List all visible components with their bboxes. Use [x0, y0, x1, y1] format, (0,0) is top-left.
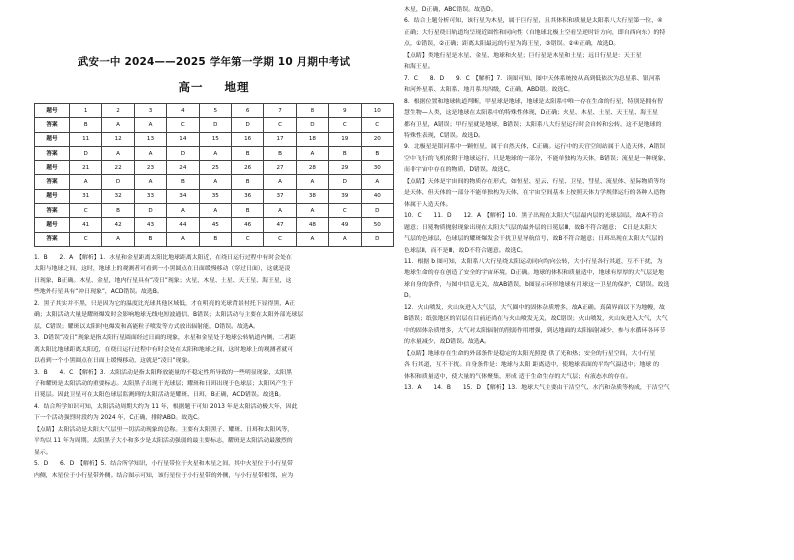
table-cell: A	[70, 175, 102, 189]
table-cell: 28	[296, 161, 328, 175]
table-cell: 46	[231, 218, 263, 232]
text-line: 的水量减少，故D错误。故选A。	[404, 338, 490, 346]
text-line: 球自身的条件，与图中信息无关，故AB错误，b图显示环形地球有月球这一卫星的保护，C错误。故选	[404, 280, 670, 288]
table-cell: 45	[199, 218, 231, 232]
table-cell: A	[296, 175, 328, 189]
table-cell: 25	[199, 161, 231, 175]
table-cell: C	[231, 232, 263, 246]
table-cell: D	[231, 118, 263, 132]
table-cell: 5	[199, 104, 231, 118]
exam-title: 武安一中 2024——2025 学年第一学期 10 月期中考试	[77, 56, 351, 68]
text-line: 9．北极星是银河系中一颗恒星，属于自然天体，C正确。运行中的天宫空间站属于人造天体，A错误	[404, 143, 666, 151]
text-line: 木星，D正确，ABC错误。故选D。	[404, 6, 497, 13]
text-line: 色球层Ⅱ，而不是Ⅲ，故D不符合题意。故选C。	[404, 246, 527, 254]
table-cell: A	[264, 204, 296, 218]
table-cell: 32	[102, 189, 134, 203]
table-cell: 15	[199, 132, 231, 146]
table-cell: 48	[296, 218, 328, 232]
table-cell: B	[264, 146, 296, 160]
text-line: 离太阳比地球距离太阳近，在绕日运行过程中有时会处在太阳和地球之间，这时地球上的观测者就可	[34, 346, 294, 353]
table-cell: A	[199, 175, 231, 189]
text-line: D。	[404, 292, 415, 300]
table-cell: 24	[167, 161, 199, 175]
table-cell: A	[264, 175, 296, 189]
table-cell: 39	[329, 189, 361, 203]
text-line: 【点睛】天体是宇宙间的物质存在形式，如恒星、星云、行星、卫星、彗星、流星体、星际物质等均	[404, 177, 666, 185]
table-cell: 35	[199, 189, 231, 203]
text-line: 些地外行星具有“冲日现象”，ACD错误。故选B。	[34, 289, 163, 296]
table-cell: D	[296, 118, 328, 132]
exam-subtitle	[34, 79, 394, 95]
text-line: 都有卫星，A错误；甲行星就是地球，B错误；太阳系八大行星运行时会自转和公转，这不是地球的	[404, 120, 662, 128]
table-cell: B	[231, 175, 263, 189]
text-line: 12．火山喷发，火山灰进入大气层，大气圈中的固体杂质增多，故A正确。真菌界面以下为地幔，故	[404, 303, 665, 311]
text-line: 4．结合所学知识可知，太阳活动周期大约为 11 年，根据题干可知 2013 年是太阳活动极大年，因此	[34, 403, 298, 410]
text-line: 确；太阳活动大量是耀斑爆发时会影响地球无线电短波通信，B错误；太阳活动与主要在太阳外部光球层	[34, 312, 304, 319]
table-cell: A	[199, 146, 231, 160]
table-cell: 44	[167, 218, 199, 232]
text-line: 2．黑子其实并不黑，只是因为它的温度比光球其他区域低，才在明亮的光球背景衬托下显得黑，A正	[34, 300, 296, 307]
answer-table-row	[35, 146, 394, 160]
table-cell: D	[199, 118, 231, 132]
answer-table-row	[35, 204, 394, 218]
answer-table-row	[35, 161, 394, 175]
row-header: 答案	[35, 118, 70, 132]
text-line: 以看到一个小黑圆点在日面上缓慢移动，这就是“凌日”现象。	[34, 358, 194, 365]
table-cell: B	[361, 146, 393, 160]
answer-table-row	[35, 175, 394, 189]
table-cell: 3	[134, 104, 166, 118]
text-line: 气层的色球层，色球层的耀斑爆发会干扰卫星导航信号，故B不符合题意；日珥出现在太阳大气层的	[404, 235, 664, 243]
table-cell: 4	[167, 104, 199, 118]
text-line: 下一个活动强烈时段约为 2024 年，C正确，排除ABD。故选C。	[34, 415, 204, 422]
row-header: 题号	[35, 218, 70, 232]
table-cell: C	[70, 204, 102, 218]
table-cell: A	[296, 146, 328, 160]
text-line: 日冕层。因此卫星可在太阳色球层监测到的太阳活动是耀斑、日珥，B正确，ACD错误。故选B。	[34, 392, 285, 399]
table-cell: 41	[70, 218, 102, 232]
text-line: 平均以 11 年为周期。太阳黑子大小和多少是太阳活动强弱的最主要标志，耀斑是太阳活动最激烈的	[34, 438, 293, 445]
text-line: 点，①错误，②正确；距离太阳最远的行星为海王星，③错误。②④正确，故选D。	[404, 40, 620, 48]
row-header: 答案	[35, 232, 70, 246]
text-line: 太阳与地球之间，这时，地球上的观测者可看到一小黑圆点在日面缓慢移动（穿过日面），这就是凌	[34, 266, 291, 273]
text-line: 13．A 14．B 15．D 【解析】13．地球大气主要由干洁空气、水汽和杂质等构成，干洁空气	[404, 383, 670, 391]
table-cell: A	[134, 175, 166, 189]
answer-table	[34, 103, 394, 247]
left-column	[34, 40, 394, 482]
text-line: 特殊性表现，C错误。故选D。	[404, 131, 484, 139]
row-header: 答案	[35, 146, 70, 160]
table-cell: 27	[264, 161, 296, 175]
table-cell: B	[70, 118, 102, 132]
table-cell: 40	[361, 189, 393, 203]
table-cell: B	[167, 175, 199, 189]
table-cell: 38	[296, 189, 328, 203]
subject-label: 地理	[224, 80, 250, 94]
table-cell: 19	[329, 132, 361, 146]
text-line: 3．D错误“凌日”现象是指太阳行星圆面经过日面的现象，水星和金星处于地球公转轨道内侧，二者距	[34, 335, 296, 342]
table-cell: 11	[70, 132, 102, 146]
text-line: 和海王星。	[404, 63, 434, 71]
table-cell: 21	[70, 161, 102, 175]
table-cell: B	[134, 232, 166, 246]
table-cell: A	[102, 146, 134, 160]
table-cell: A	[134, 146, 166, 160]
table-cell: 16	[231, 132, 263, 146]
table-cell: 18	[296, 132, 328, 146]
text-line: 是天体，但天体的一部分不能单独构为天体，在宇宙空间基本上按照天体力学规律运行的各种人造物	[404, 189, 666, 197]
text-line: 层，C错误；耀斑以太阳时电爆发和高能粒子喷发等方式放出辐射能，D错误。故选A。	[34, 323, 259, 330]
table-cell: B	[231, 146, 263, 160]
table-cell: D	[167, 146, 199, 160]
table-cell: C	[329, 118, 361, 132]
text-line: 【点睛】太阳活动是太阳大气层里一切活动现象的总称。主要有太阳黑子、耀斑、日珥和太阳风等，	[34, 426, 294, 433]
table-cell: 8	[296, 104, 328, 118]
answer-table-row	[35, 232, 394, 246]
table-cell: 43	[134, 218, 166, 232]
text-line: 10．C 11．D 12．A 【解析】10．黑子出现在太阳大气层最内层的光球层Ⅰ层，故A不符合	[404, 212, 664, 220]
table-cell: 20	[361, 132, 393, 146]
table-cell: A	[199, 204, 231, 218]
text-line: 慧生物—人类，这是地球在太阳系中的特殊性体现，D正确；火星、木星、土星、天王星、海王星	[404, 109, 658, 117]
table-cell: 36	[231, 189, 263, 203]
table-cell: A	[102, 118, 134, 132]
table-cell: D	[361, 204, 393, 218]
table-cell: C	[264, 118, 296, 132]
table-cell: A	[296, 204, 328, 218]
text-line: 体积和质量适中，使大量的气体聚集，形成 适于生命生存的大气层；有液态水的存在。	[404, 372, 632, 380]
table-cell: A	[361, 175, 393, 189]
row-header: 答案	[35, 204, 70, 218]
table-cell: A	[167, 204, 199, 218]
answer-table-row	[35, 218, 394, 232]
table-cell: 23	[134, 161, 166, 175]
table-cell: C	[167, 118, 199, 132]
table-cell: A	[329, 232, 361, 246]
text-line: 各 行其道，互不干扰。自身条件是：地球与太阳 距离适中，使地球表面的平均气温适中；地球 的	[404, 361, 660, 369]
row-header: 答案	[35, 175, 70, 189]
table-cell: 29	[329, 161, 361, 175]
table-cell: 31	[70, 189, 102, 203]
table-cell: 22	[102, 161, 134, 175]
table-cell: 42	[102, 218, 134, 232]
table-cell: A	[134, 118, 166, 132]
text-line: B错误；纸张地区的岩层在目前还尚在与火山喷发无关，故C错误；火山喷发，火山灰进入大气，大气	[404, 315, 668, 323]
table-cell: 6	[231, 104, 263, 118]
right-explanations	[404, 4, 786, 393]
table-cell: 37	[264, 189, 296, 203]
text-line: 日现象，B正确。木星、金星，地内行星具有“凌日”现象；火星、木星、土星、天王星、海王星，这	[34, 277, 292, 284]
right-column	[404, 4, 786, 393]
text-line: 显示。	[34, 449, 52, 456]
table-cell: 50	[361, 218, 393, 232]
table-cell: B	[199, 232, 231, 246]
text-line: 3．B 4．C 【解析】3．太阳活动是指太阳释放能量的不稳定性所导致的一些明显现象，太阳黑	[34, 369, 292, 376]
text-line: 而非宇宙中存在的物质，D错误。故选C。	[404, 166, 514, 174]
table-cell: 13	[134, 132, 166, 146]
table-cell: C	[361, 118, 393, 132]
table-cell: 34	[167, 189, 199, 203]
table-cell: 14	[167, 132, 199, 146]
text-line: 1．B 2．A 【解析】1．水星和金星距离太阳比地球距离太阳近，在绕日运行过程中有时会处在	[34, 254, 292, 261]
table-cell: D	[70, 146, 102, 160]
table-cell: 9	[329, 104, 361, 118]
row-header: 题号	[35, 161, 70, 175]
table-cell: 47	[264, 218, 296, 232]
grade-label: 高一	[178, 80, 204, 94]
table-cell: A	[296, 232, 328, 246]
answer-table-row	[35, 132, 394, 146]
answer-table-row	[35, 118, 394, 132]
text-line: 【点睛】地球存在生命的外部条件是稳定的太阳光照提 供了光和热；安全的行星空间，大小行星	[404, 349, 656, 357]
table-cell: 10	[361, 104, 393, 118]
text-line: 6．结合上题分析可知，该行星为木星，属于巨行星，且其体积和质量是太阳系八大行星第一位，④	[404, 17, 663, 25]
table-cell: 2	[102, 104, 134, 118]
table-cell: A	[102, 232, 134, 246]
left-explanations	[34, 253, 394, 482]
row-header: 题号	[35, 189, 70, 203]
table-cell: C	[264, 232, 296, 246]
text-line: 7．C 8．D 9．C 【解析】7．读图可知，图中天体系统按从高到低依次为总星系、银河系	[404, 74, 661, 82]
text-line: 地球生命的存在创造了安全的宇宙环境，D正确。地球的体积和质量适中，地球有厚厚的大气层是地	[404, 269, 664, 277]
text-line: 子和耀斑是太阳活动的重要标志。太阳黑子出现于光球层；耀斑和日珥出现于色球层；太阳风产生于	[34, 380, 294, 387]
row-header: 题号	[35, 104, 70, 118]
table-cell: D	[329, 175, 361, 189]
text-line: 内侧，木星位于小行星带外侧。结合图示可知，该行星位于小行星带的外侧，与小行星带相邻，应为	[34, 472, 294, 479]
table-cell: 26	[231, 161, 263, 175]
table-cell: D	[134, 204, 166, 218]
table-cell: B	[231, 204, 263, 218]
text-line: 正确；大行星绕日轨道均呈现近圆性和同向性（自地球北极上空看呈逆时针方向，即自西向东）的特	[404, 28, 666, 36]
table-cell: 7	[264, 104, 296, 118]
answer-table-row	[35, 104, 394, 118]
table-cell: B	[329, 146, 361, 160]
text-line: 体属于人造天体。	[404, 200, 452, 208]
table-cell: D	[361, 232, 393, 246]
table-cell: C	[70, 232, 102, 246]
table-cell: C	[329, 204, 361, 218]
table-cell: 49	[329, 218, 361, 232]
text-line: 8．根据位置和地球轨道判断，甲星球是地球，地球是太阳系中唯一存在生命的行星，特别是拥有智	[404, 97, 664, 105]
text-line: 5．D 6．D 【解析】5．结合所学知识，小行星带位于火星和木星之间，其中火星位于小行星带	[34, 461, 293, 468]
text-line: 空中飞行的飞机依附于地球运行，只是地球的一部分，不能单独构为天体，B错误；流星是一种现象，	[404, 154, 670, 162]
table-cell: 33	[134, 189, 166, 203]
answer-table-row	[35, 189, 394, 203]
row-header: 题号	[35, 132, 70, 146]
table-cell: 1	[70, 104, 102, 118]
text-line: 和河外星系、太阳系、地月系共四级，C正确，ABD错。故选C。	[404, 86, 574, 94]
table-cell: 17	[264, 132, 296, 146]
table-cell: A	[167, 232, 199, 246]
text-line: 11．根据 b 图可知，太阳系八大行星绕太阳运动同向均向公转，大小行星各行其道，互不干扰，为	[404, 257, 663, 265]
table-cell: D	[102, 175, 134, 189]
text-line: 中的固体杂质增多，大气对太阳辐射的削弱作用增强，到达地面的太阳辐射减少，参与水循环各环节	[404, 326, 666, 334]
text-line: 题意；日冕物质抛射现象出现在太阳大气层的最外层的日冕层Ⅲ，故B不符合题意； C日是太阳大	[404, 223, 657, 231]
table-cell: 12	[102, 132, 134, 146]
table-cell: B	[102, 204, 134, 218]
table-cell: 30	[361, 161, 393, 175]
text-line: 【点睛】类地行星是水星、金星、地球和火星；巨行星是木星和土星；远日行星是：天王星	[404, 51, 642, 59]
